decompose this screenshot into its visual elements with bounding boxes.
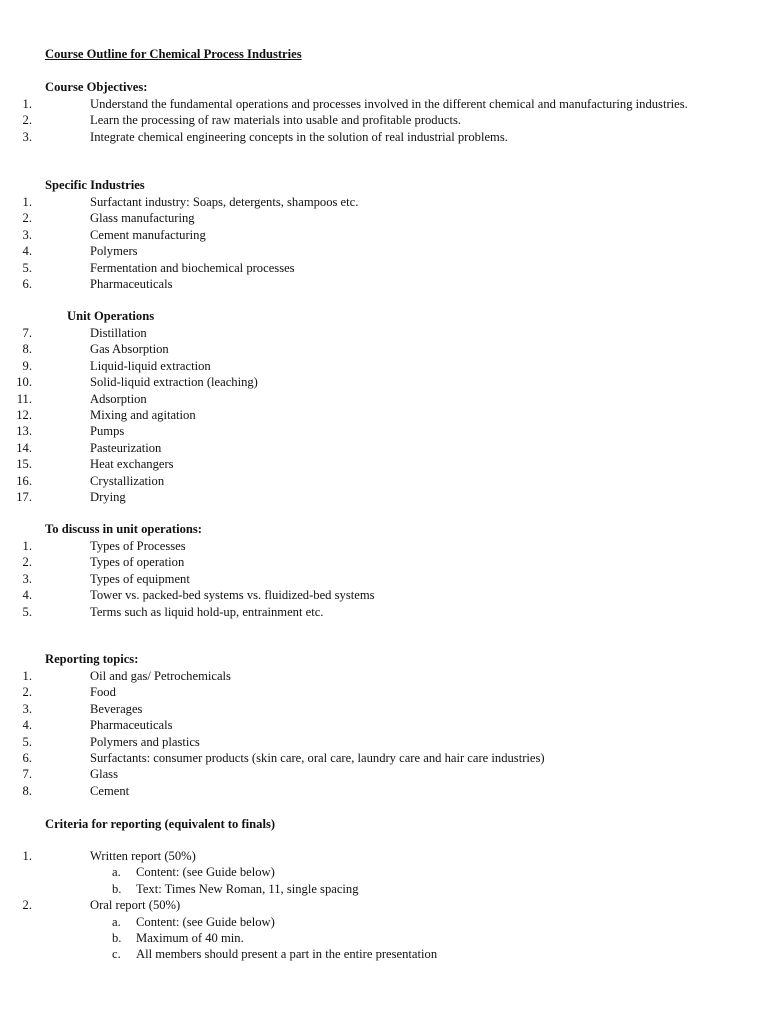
list-item bbox=[0, 129, 710, 145]
item-text: Beverages bbox=[90, 701, 143, 716]
list-item bbox=[0, 734, 710, 750]
list-item bbox=[0, 456, 710, 472]
item-number: 12. bbox=[16, 408, 32, 423]
list-item bbox=[0, 325, 710, 341]
list-item bbox=[0, 554, 710, 570]
item-number: 6. bbox=[22, 751, 32, 766]
item-number: 9. bbox=[22, 358, 32, 373]
discuss-heading: To discuss in unit operations: bbox=[45, 522, 203, 536]
item-number: 11. bbox=[16, 391, 32, 406]
item-number: 4. bbox=[22, 244, 32, 259]
item-text: Glass manufacturing bbox=[90, 211, 195, 226]
item-number: 2. bbox=[22, 898, 32, 913]
reporting-heading: Reporting topics: bbox=[45, 652, 139, 666]
item-number: 14. bbox=[16, 440, 32, 455]
item-text: Fermentation and biochemical processes bbox=[90, 260, 295, 275]
item-number: 1. bbox=[22, 195, 32, 209]
item-text: Learn the processing of raw materials into usable and profitable products. bbox=[90, 113, 462, 128]
item-text: Types of operation bbox=[90, 555, 185, 570]
subitem-text: All members should present a part in the entire presentation bbox=[136, 947, 438, 962]
item-number: 5. bbox=[22, 734, 32, 749]
item-number: 8. bbox=[22, 783, 32, 798]
item-text: Integrate chemical engineering concepts in the solution of real industrial problems. bbox=[90, 129, 508, 144]
item-number: 2. bbox=[22, 211, 32, 226]
list-item bbox=[0, 423, 710, 439]
subitem-text: Content: (see Guide below) bbox=[136, 914, 275, 929]
list-item bbox=[0, 440, 710, 456]
sublist-item: a. Content: (see Guide below) bbox=[112, 914, 275, 929]
list-item bbox=[0, 766, 710, 782]
list-item bbox=[0, 684, 710, 700]
industries-list bbox=[0, 194, 710, 292]
item-number: 5. bbox=[22, 604, 32, 619]
item-number: 13. bbox=[16, 424, 32, 439]
list-item bbox=[0, 407, 710, 423]
item-text: Solid-liquid extraction (leaching) bbox=[90, 375, 258, 390]
item-text: Types of Processes bbox=[90, 539, 186, 553]
list-item bbox=[0, 391, 710, 407]
list-item bbox=[0, 489, 710, 505]
item-text: Drying bbox=[90, 490, 126, 505]
page-title: Course Outline for Chemical Process Industries bbox=[45, 47, 302, 61]
item-text: Oil and gas/ Petrochemicals bbox=[90, 669, 231, 683]
item-number: 3. bbox=[22, 129, 32, 144]
item-text: Crystallization bbox=[90, 473, 165, 488]
list-item bbox=[0, 701, 710, 717]
list-item bbox=[0, 783, 710, 799]
sublist bbox=[90, 864, 710, 897]
sublist-item: a. Content: (see Guide below) bbox=[112, 865, 275, 880]
item-text: Cement manufacturing bbox=[90, 227, 206, 242]
sublist-item: c. All members should present a part in the entire presentation bbox=[112, 947, 438, 962]
list-item bbox=[0, 374, 710, 390]
item-number: 1. bbox=[22, 849, 32, 863]
item-text: Types of equipment bbox=[90, 571, 190, 586]
item-number: 4. bbox=[22, 718, 32, 733]
item-number: 3. bbox=[22, 571, 32, 586]
item-text: Written report (50%) bbox=[90, 849, 196, 863]
item-number: 3. bbox=[22, 701, 32, 716]
discuss-list bbox=[0, 538, 710, 620]
item-text: Tower vs. packed-bed systems vs. fluidized-bed systems bbox=[90, 588, 375, 603]
item-text: Polymers and plastics bbox=[90, 734, 200, 749]
item-text: Terms such as liquid hold-up, entrainment etc. bbox=[90, 604, 324, 619]
reporting-list bbox=[0, 668, 710, 799]
item-text: Oral report (50%) bbox=[90, 898, 181, 913]
item-number: 1. bbox=[22, 539, 32, 553]
item-number: 6. bbox=[22, 277, 32, 292]
unit-operations-heading: Unit Operations bbox=[67, 309, 155, 323]
list-item bbox=[0, 897, 710, 963]
item-number: 5. bbox=[22, 260, 32, 275]
item-text: Surfactant industry: Soaps, detergents, shampoos etc. bbox=[90, 195, 359, 209]
list-item bbox=[0, 112, 710, 128]
list-item bbox=[0, 848, 710, 897]
item-number: 17. bbox=[16, 490, 32, 505]
list-item bbox=[0, 473, 710, 489]
item-text: Polymers bbox=[90, 244, 138, 259]
item-number: 4. bbox=[22, 588, 32, 603]
list-item bbox=[0, 276, 710, 292]
item-number: 16. bbox=[16, 473, 32, 488]
item-text: Cement bbox=[90, 783, 130, 798]
item-text: Pumps bbox=[90, 424, 125, 439]
list-item bbox=[0, 604, 710, 620]
unit-operations-list bbox=[0, 325, 710, 505]
item-text: Adsorption bbox=[90, 391, 147, 406]
item-number: 10. bbox=[16, 375, 32, 390]
item-number: 2. bbox=[22, 685, 32, 700]
item-number: 2. bbox=[22, 555, 32, 570]
list-item bbox=[0, 194, 710, 210]
item-text: Mixing and agitation bbox=[90, 408, 196, 423]
item-text: Distillation bbox=[90, 326, 147, 340]
item-number: 1. bbox=[22, 97, 32, 111]
list-item bbox=[0, 358, 710, 374]
list-item bbox=[0, 538, 710, 554]
item-number: 15. bbox=[16, 457, 32, 472]
criteria-list bbox=[0, 848, 710, 963]
list-item bbox=[0, 717, 710, 733]
item-number: 7. bbox=[22, 767, 32, 782]
list-item bbox=[0, 260, 710, 276]
item-number: 3. bbox=[22, 227, 32, 242]
item-text: Heat exchangers bbox=[90, 457, 174, 472]
item-number: 1. bbox=[22, 669, 32, 683]
list-item bbox=[0, 96, 710, 112]
item-number: 7. bbox=[22, 326, 32, 340]
sublist bbox=[90, 914, 710, 963]
list-item bbox=[0, 668, 710, 684]
item-text: Pasteurization bbox=[90, 440, 162, 455]
item-text: Glass bbox=[90, 767, 118, 782]
sublist-item: b. Text: Times New Roman, 11, single spacing bbox=[112, 881, 359, 896]
objectives-heading: Course Objectives: bbox=[45, 80, 148, 94]
item-number: 8. bbox=[22, 342, 32, 357]
item-text: Understand the fundamental operations and processes involved in the different chemical and manufacturing industries. bbox=[90, 97, 688, 111]
item-text: Pharmaceuticals bbox=[90, 277, 173, 292]
item-text: Liquid-liquid extraction bbox=[90, 358, 211, 373]
list-item bbox=[0, 227, 710, 243]
objectives-list bbox=[0, 96, 710, 145]
list-item bbox=[0, 341, 710, 357]
subitem-text: Content: (see Guide below) bbox=[136, 865, 275, 880]
item-text: Pharmaceuticals bbox=[90, 718, 173, 733]
industries-heading: Specific Industries bbox=[45, 178, 145, 192]
list-item bbox=[0, 587, 710, 603]
list-item bbox=[0, 210, 710, 226]
item-number: 2. bbox=[22, 113, 32, 128]
sublist-item: b. Maximum of 40 min. bbox=[112, 931, 244, 946]
list-item bbox=[0, 243, 710, 259]
list-item bbox=[0, 571, 710, 587]
item-text: Food bbox=[90, 685, 116, 700]
item-text: Gas Absorption bbox=[90, 342, 169, 357]
subitem-text: Maximum of 40 min. bbox=[136, 931, 244, 946]
criteria-heading: Criteria for reporting (equivalent to finals) bbox=[45, 817, 276, 831]
item-text: Surfactants: consumer products (skin care, oral care, laundry care and hair care industries) bbox=[90, 751, 545, 766]
list-item bbox=[0, 750, 710, 766]
subitem-text: Text: Times New Roman, 11, single spacing bbox=[136, 881, 359, 896]
